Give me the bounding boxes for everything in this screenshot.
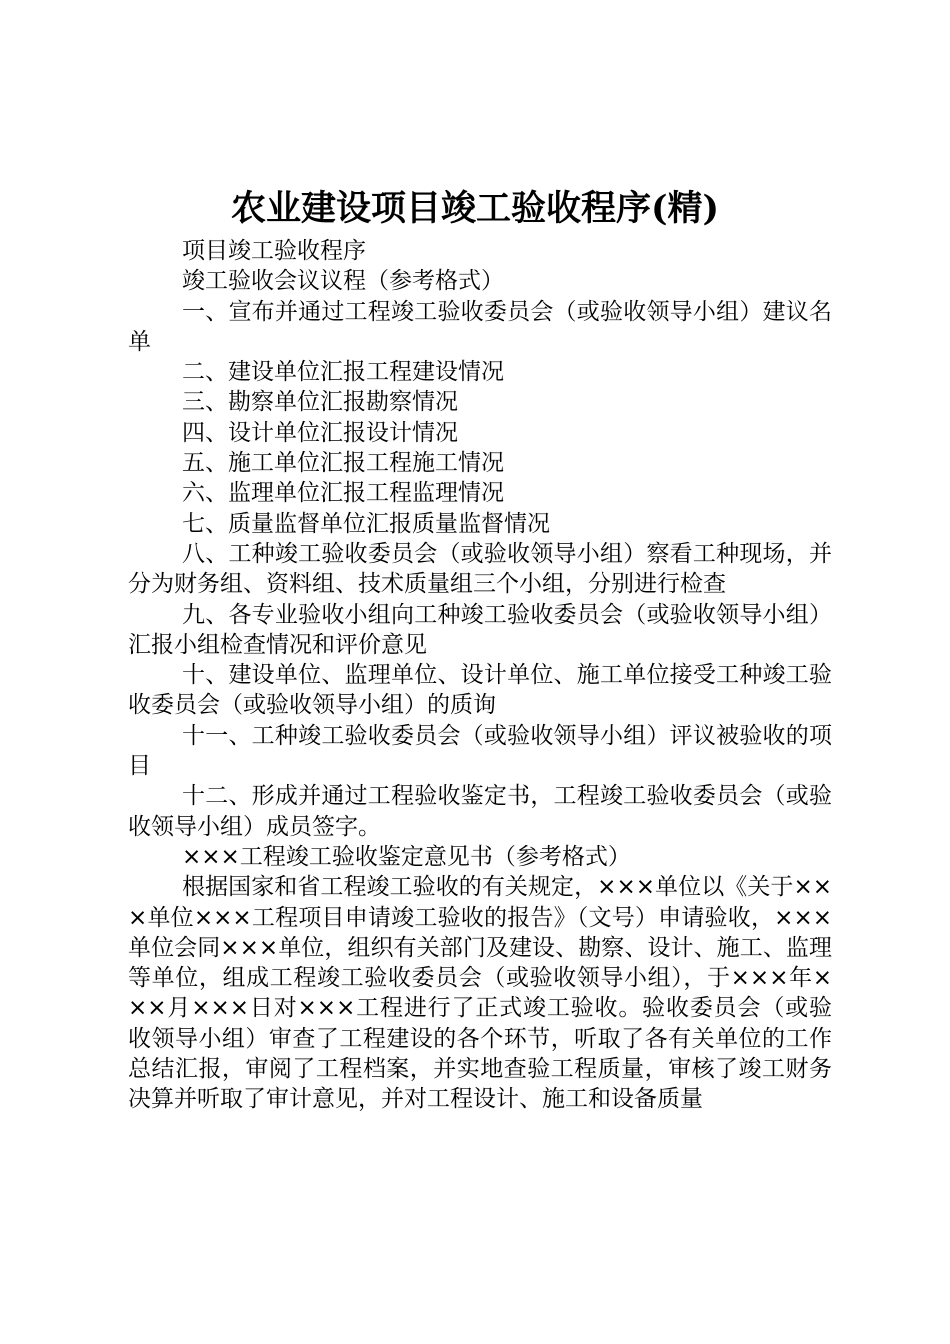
agenda-item-6: 六、监理单位汇报工程监理情况 [182, 480, 504, 507]
paragraph-opinion-title: ×××工程竣工验收鉴定意见书（参考格式） [182, 843, 631, 870]
document-body [128, 236, 832, 1115]
paragraph-agenda-title: 竣工验收会议议程（参考格式） [182, 268, 504, 295]
agenda-item-5: 五、施工单位汇报工程施工情况 [182, 450, 504, 477]
agenda-item-9: 九、各专业验收小组向工种竣工验收委员会（或验收领导小组）汇报小组检查情况和评价意见 [128, 601, 832, 658]
agenda-item-1: 一、宣布并通过工程竣工验收委员会（或验收领导小组）建议名单 [128, 298, 832, 355]
agenda-item-11: 十一、工种竣工验收委员会（或验收领导小组）评议被验收的项目 [128, 722, 832, 780]
document-title: 农业建设项目竣工验收程序(精) [230, 188, 720, 229]
paragraph-opinion-body: 根据国家和省工程竣工验收的有关规定，×××单位以《关于×××单位×××工程项目申请竣工验收的报告》（文号）申请验收，×××单位会同×××单位，组织有关部门及建设、勘察、设计、施工、监理等单位，组成工程竣工验收委员会（或验收领导小组），于×××年×××月×××日对×××工程进行了正式竣工验收。验收委员会（或验收领导小组）审查了工程建设的各个环节，听取了各有关单位的工作总结汇报，审阅了工程档案，并实地查验工程质量，审核了竣工财务决算并听取了审计意见，并对工程设计、施工和设备质量 [128, 874, 832, 1113]
agenda-item-8: 八、工种竣工验收委员会（或验收领导小组）察看工种现场，并分为财务组、资料组、技术质量组三个小组，分别进行检查 [128, 540, 832, 598]
agenda-item-2: 二、建设单位汇报工程建设情况 [182, 359, 504, 386]
agenda-item-3: 三、勘察单位汇报勘察情况 [182, 389, 458, 416]
agenda-item-12: 十二、形成并通过工程验收鉴定书，工程竣工验收委员会（或验收领导小组）成员签字。 [128, 783, 832, 840]
agenda-item-4: 四、设计单位汇报设计情况 [182, 419, 458, 446]
agenda-item-10: 十、建设单位、监理单位、设计单位、施工单位接受工种竣工验收委员会（或验收领导小组）的质询 [128, 662, 832, 719]
agenda-item-7: 七、质量监督单位汇报质量监督情况 [182, 510, 550, 537]
paragraph-heading: 项目竣工验收程序 [182, 238, 366, 264]
